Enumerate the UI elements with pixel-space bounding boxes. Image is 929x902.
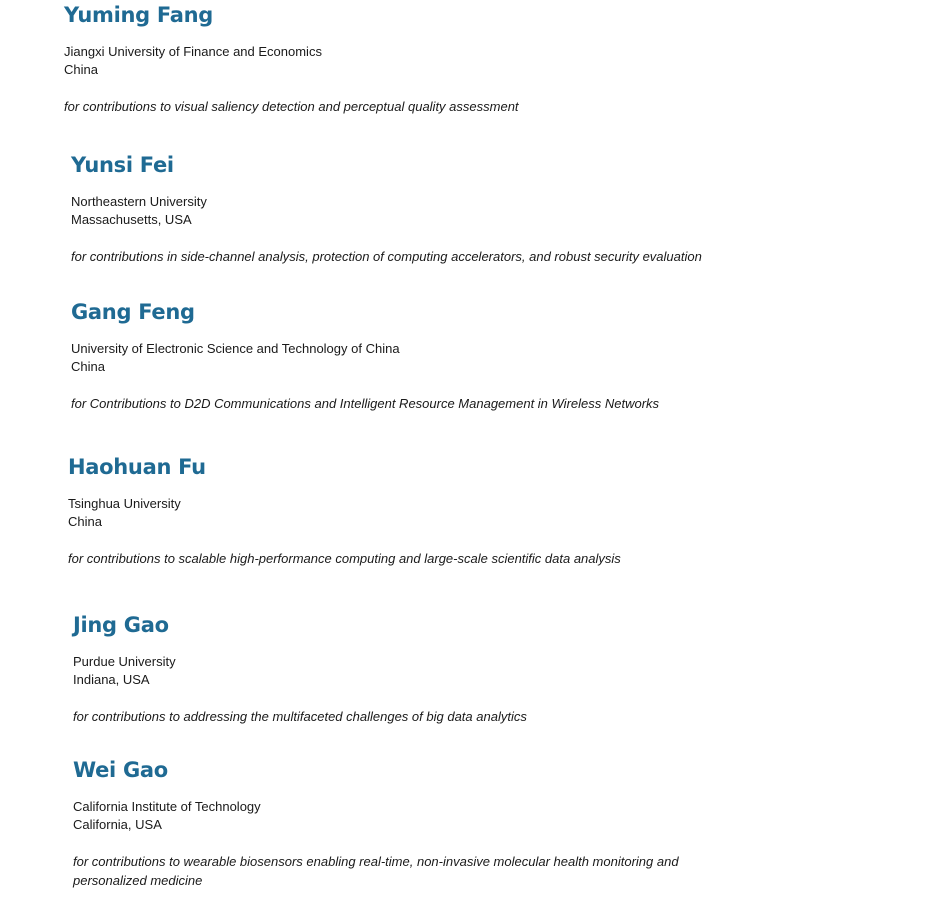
entry-institution: Northeastern University [71, 194, 207, 209]
entry-citation: for Contributions to D2D Communications and Intelligent Resource Management in Wireless Networks [71, 396, 660, 411]
entry-institution: Tsinghua University [68, 496, 181, 511]
entry-name: Yunsi Fei [71, 153, 174, 177]
entry-location: China [64, 62, 98, 77]
entry-name: Wei Gao [73, 758, 168, 782]
entry-location: China [68, 514, 102, 529]
entry-location: Indiana, USA [73, 672, 150, 687]
entry-institution: Jiangxi University of Finance and Economics [64, 44, 322, 59]
entry-name: Jing Gao [73, 613, 169, 637]
entry-affiliation [73, 653, 913, 689]
entry-citation: for contributions to addressing the multifaceted challenges of big data analytics [73, 709, 527, 724]
entry-location: Massachusetts, USA [71, 212, 192, 227]
entry-name: Gang Feng [71, 300, 195, 324]
entry-affiliation [71, 193, 911, 229]
entry-name: Yuming Fang [64, 3, 213, 27]
entry-citation: for contributions to visual saliency detection and perceptual quality assessment [64, 99, 519, 114]
entry-citation: for contributions in side-channel analysis, protection of computing accelerators, and robust security evaluation [71, 249, 702, 264]
entry-yuming-fang [64, 2, 904, 116]
entry-location: California, USA [73, 817, 162, 832]
entry-affiliation [71, 340, 911, 376]
entry-affiliation [73, 798, 913, 834]
entry-institution: University of Electronic Science and Technology of China [71, 341, 400, 356]
entry-institution: California Institute of Technology [73, 799, 261, 814]
entry-yunsi-fei [71, 152, 911, 266]
entry-affiliation [68, 495, 908, 531]
entry-citation: for contributions to scalable high-performance computing and large-scale scientific data analysis [68, 551, 621, 566]
entry-wei-gao [73, 757, 913, 890]
entry-name: Haohuan Fu [68, 455, 206, 479]
entry-haohuan-fu [68, 454, 908, 568]
entry-location: China [71, 359, 105, 374]
entry-affiliation [64, 43, 904, 79]
entry-institution: Purdue University [73, 654, 176, 669]
entry-gang-feng [71, 299, 911, 413]
entry-jing-gao [73, 612, 913, 726]
entry-citation: for contributions to wearable biosensors enabling real-time, non-invasive molecular health monitoring and personalized medicine [73, 854, 679, 888]
